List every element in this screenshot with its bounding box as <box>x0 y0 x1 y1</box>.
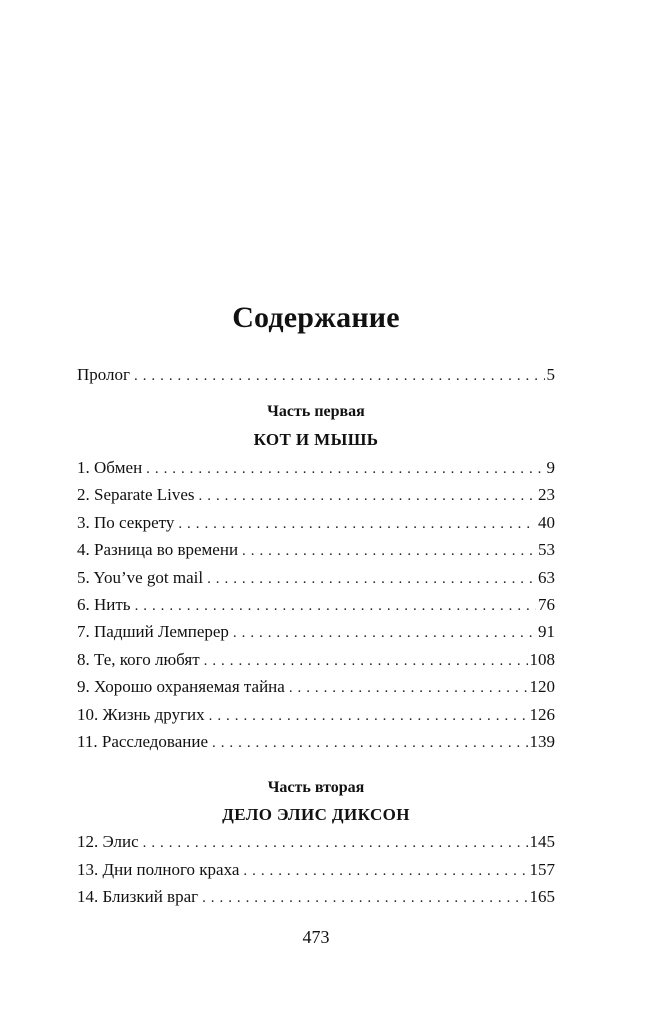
toc-entry-label: 6. Нить <box>77 595 131 614</box>
toc-entry <box>77 594 555 616</box>
dot-leader <box>199 485 536 507</box>
toc-entry-label: Пролог <box>77 365 131 384</box>
toc-entry <box>77 831 555 853</box>
dot-leader <box>143 832 528 854</box>
toc-entry-label: 7. Падший Лемперер <box>77 622 229 641</box>
toc-entry-page: 76 <box>538 595 555 614</box>
toc-entry-prologue <box>77 364 555 386</box>
toc-entry-page: 91 <box>538 622 555 641</box>
dot-leader <box>135 595 536 617</box>
toc-entry <box>77 859 555 881</box>
toc-entry <box>77 731 555 753</box>
part-two-title: ДЕЛО ЭЛИС ДИКСОН <box>222 805 410 824</box>
toc-entry <box>77 567 555 589</box>
dot-leader <box>212 732 527 754</box>
toc-entry-page: 165 <box>529 887 555 906</box>
part-one-label: Часть первая <box>267 403 365 420</box>
toc-entry-label: 4. Разница во времени <box>77 540 239 559</box>
page-number: 473 <box>302 927 330 947</box>
toc-entry-label: 11. Расследование <box>77 732 209 751</box>
toc-entry-page: 108 <box>529 650 555 669</box>
toc-entry-page: 157 <box>529 860 555 879</box>
toc-entry <box>77 676 555 698</box>
toc-entry-label: 5. You’ve got mail <box>77 568 204 587</box>
toc-entry <box>77 886 555 908</box>
dot-leader <box>134 365 544 387</box>
toc-entry-label: 12. Элис <box>77 832 139 851</box>
part-two-label: Часть вторая <box>267 779 365 796</box>
toc-entry-label: 14. Близкий враг <box>77 887 199 906</box>
dot-leader <box>209 705 528 727</box>
toc-entry <box>77 621 555 643</box>
toc-entry-page: 126 <box>529 705 555 724</box>
toc-entry-page: 120 <box>529 677 555 696</box>
toc-entry-page: 5 <box>546 365 555 384</box>
toc-entry <box>77 457 555 479</box>
toc-entry-label: 8. Те, кого любят <box>77 650 200 669</box>
toc-entry-page: 23 <box>538 485 555 504</box>
toc-entry-page: 139 <box>529 732 555 751</box>
dot-leader <box>207 568 536 590</box>
toc-entry-label: 3. По секрету <box>77 513 175 532</box>
toc-entry <box>77 539 555 561</box>
toc-entry <box>77 484 555 506</box>
dot-leader <box>204 650 528 672</box>
toc-entry-page: 9 <box>546 458 555 477</box>
toc-entry-label: 1. Обмен <box>77 458 143 477</box>
toc-entry-label: 13. Дни полного краха <box>77 860 240 879</box>
page-title: Содержание <box>232 301 400 334</box>
toc-entry-label: 10. Жизнь других <box>77 705 205 724</box>
dot-leader <box>289 677 528 699</box>
toc-entry-page: 40 <box>538 513 555 532</box>
toc-entry <box>77 512 555 534</box>
dot-leader <box>243 860 527 882</box>
toc-entry-page: 63 <box>538 568 555 587</box>
toc-entry-label: 2. Separate Lives <box>77 485 195 504</box>
part-one-title: КОТ И МЫШЬ <box>253 430 379 449</box>
toc-entry-page: 145 <box>529 832 555 851</box>
toc-entry <box>77 649 555 671</box>
dot-leader <box>242 540 536 562</box>
dot-leader <box>233 622 536 644</box>
toc-entry <box>77 704 555 726</box>
toc-entry-page: 53 <box>538 540 555 559</box>
dot-leader <box>178 513 536 535</box>
dot-leader <box>202 887 527 909</box>
toc-entry-label: 9. Хорошо охраняемая тайна <box>77 677 285 696</box>
dot-leader <box>146 458 544 480</box>
